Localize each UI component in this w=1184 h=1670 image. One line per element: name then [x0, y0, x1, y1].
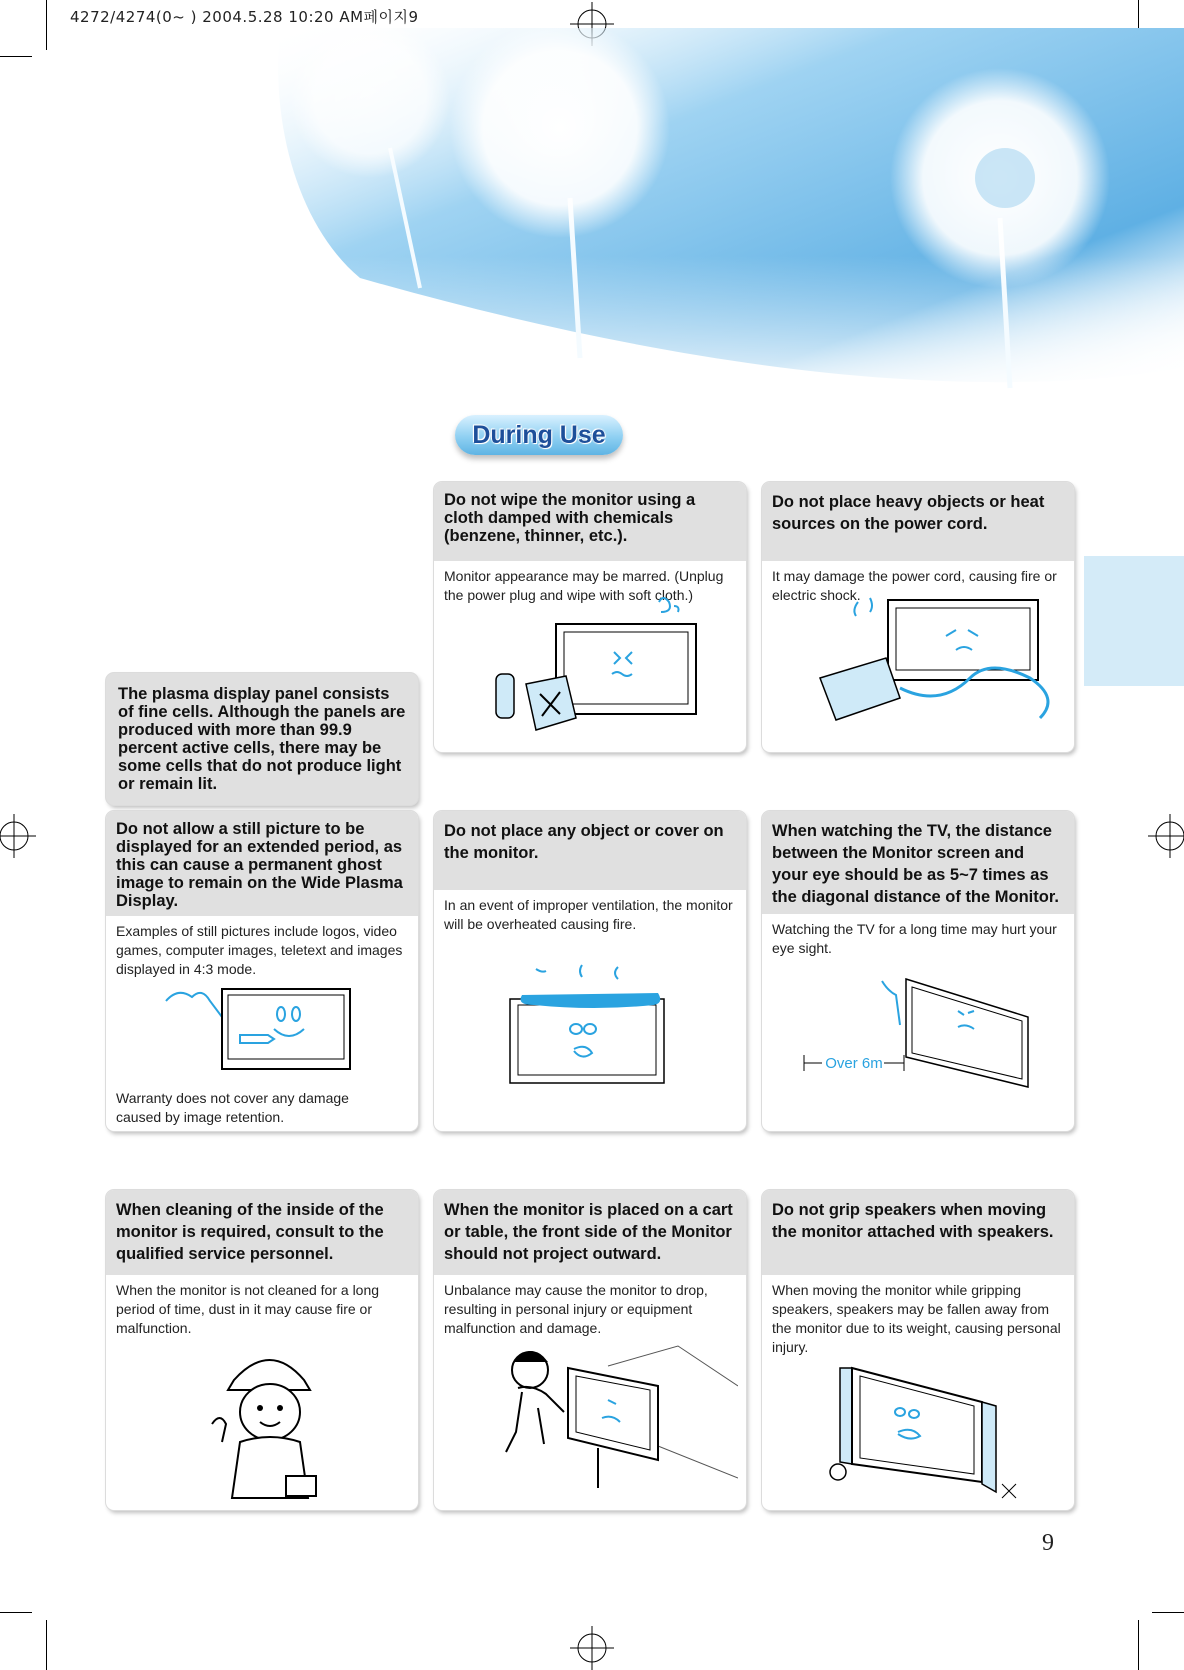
chemicals-card: [434, 482, 746, 752]
cart-body: Unbalance may cause the monitor to drop, resulting in personal injury or equipment malfunction and damage.: [444, 1282, 708, 1336]
cleaning-card: [106, 1190, 418, 1510]
power-cord-card: [762, 482, 1074, 752]
crop-mark: [46, 0, 47, 50]
distance-title: When watching the TV, the distance between the Monitor screen and your eye should be as 5~7 times as the diagonal distance of the Monitor.: [762, 811, 1074, 914]
ghost-image-monitor-icon: [156, 981, 356, 1071]
cart-card: [434, 1190, 746, 1510]
still-picture-title: Do not allow a still picture to be displayed for an extended period, as this can cause a permanent ghost image to remain on the Wide Plasma Display.: [106, 811, 418, 916]
chemicals-body: Monitor appearance may be marred. (Unplug the power plug and wipe with soft cloth.): [444, 568, 724, 603]
side-tab: [1084, 556, 1184, 686]
section-title: During Use: [455, 415, 623, 455]
speakers-title: Do not grip speakers when moving the monitor attached with speakers.: [762, 1190, 1074, 1275]
speakers-card: [762, 1190, 1074, 1510]
cleaning-body: When the monitor is not cleaned for a long period of time, dust in it may cause fire or malfunction.: [116, 1282, 380, 1336]
service-technician-icon: [206, 1350, 336, 1500]
page-number: 9: [1042, 1530, 1054, 1556]
note-text: The plasma display panel consists of fine cells. Although the panels are produced with more than 99.9 percent active cells, there may be some cells that do not produce light or remain lit.: [118, 685, 406, 793]
cover-card: [434, 811, 746, 1131]
viewing-distance-icon: [798, 971, 1068, 1101]
cleaning-title: When cleaning of the inside of the monitor is required, consult to the qualified service personnel.: [106, 1190, 418, 1275]
chemical-monitor-icon: [484, 592, 734, 742]
chemicals-title: Do not wipe the monitor using a cloth damped with chemicals (benzene, thinner, etc.).: [434, 482, 746, 561]
still-picture-body: Examples of still pictures include logos, video games, computer images, teletext and images displayed in 4:3 mode.: [116, 923, 403, 977]
power-cord-body: It may damage the power cord, causing fire or electric shock.: [772, 568, 1057, 603]
still-picture-footer: Warranty does not cover any damage caused by image retention.: [116, 1090, 349, 1125]
crop-mark: [46, 1620, 47, 1670]
speaker-monitor-icon: [828, 1360, 1048, 1500]
power-cord-title: Do not place heavy objects or heat sources on the power cord.: [762, 482, 1074, 561]
distance-card: [762, 811, 1074, 1131]
power-cord-monitor-icon: [818, 592, 1068, 742]
registration-mark-icon: [570, 1626, 614, 1670]
distance-label: Over 6m: [825, 1055, 883, 1072]
cover-body: In an event of improper ventilation, the monitor will be overheated causing fire.: [444, 897, 733, 932]
cart-title: When the monitor is placed on a cart or table, the front side of the Monitor should not project outward.: [434, 1190, 746, 1275]
registration-mark-icon: [0, 814, 36, 858]
crop-mark: [1138, 1620, 1139, 1670]
distance-body: Watching the TV for a long time may hurt your eye sight.: [772, 921, 1057, 956]
crop-mark: [0, 1612, 32, 1613]
registration-mark-icon: [1148, 814, 1184, 858]
covered-monitor-icon: [504, 961, 674, 1091]
speakers-body: When moving the monitor while gripping speakers, speakers may be fallen away from the monitor due to its weight, causing personal injury.: [772, 1282, 1061, 1355]
still-picture-card: [106, 811, 418, 1131]
cart-monitor-icon: [498, 1338, 738, 1488]
dandelion-banner-image: [240, 28, 1184, 408]
crop-mark: [1152, 1612, 1184, 1613]
print-info: 4272/4274(0~ ) 2004.5.28 10:20 AM페이지9: [70, 8, 419, 26]
cover-title: Do not place any object or cover on the monitor.: [434, 811, 746, 890]
note-card: [106, 673, 418, 805]
crop-mark: [0, 56, 32, 57]
